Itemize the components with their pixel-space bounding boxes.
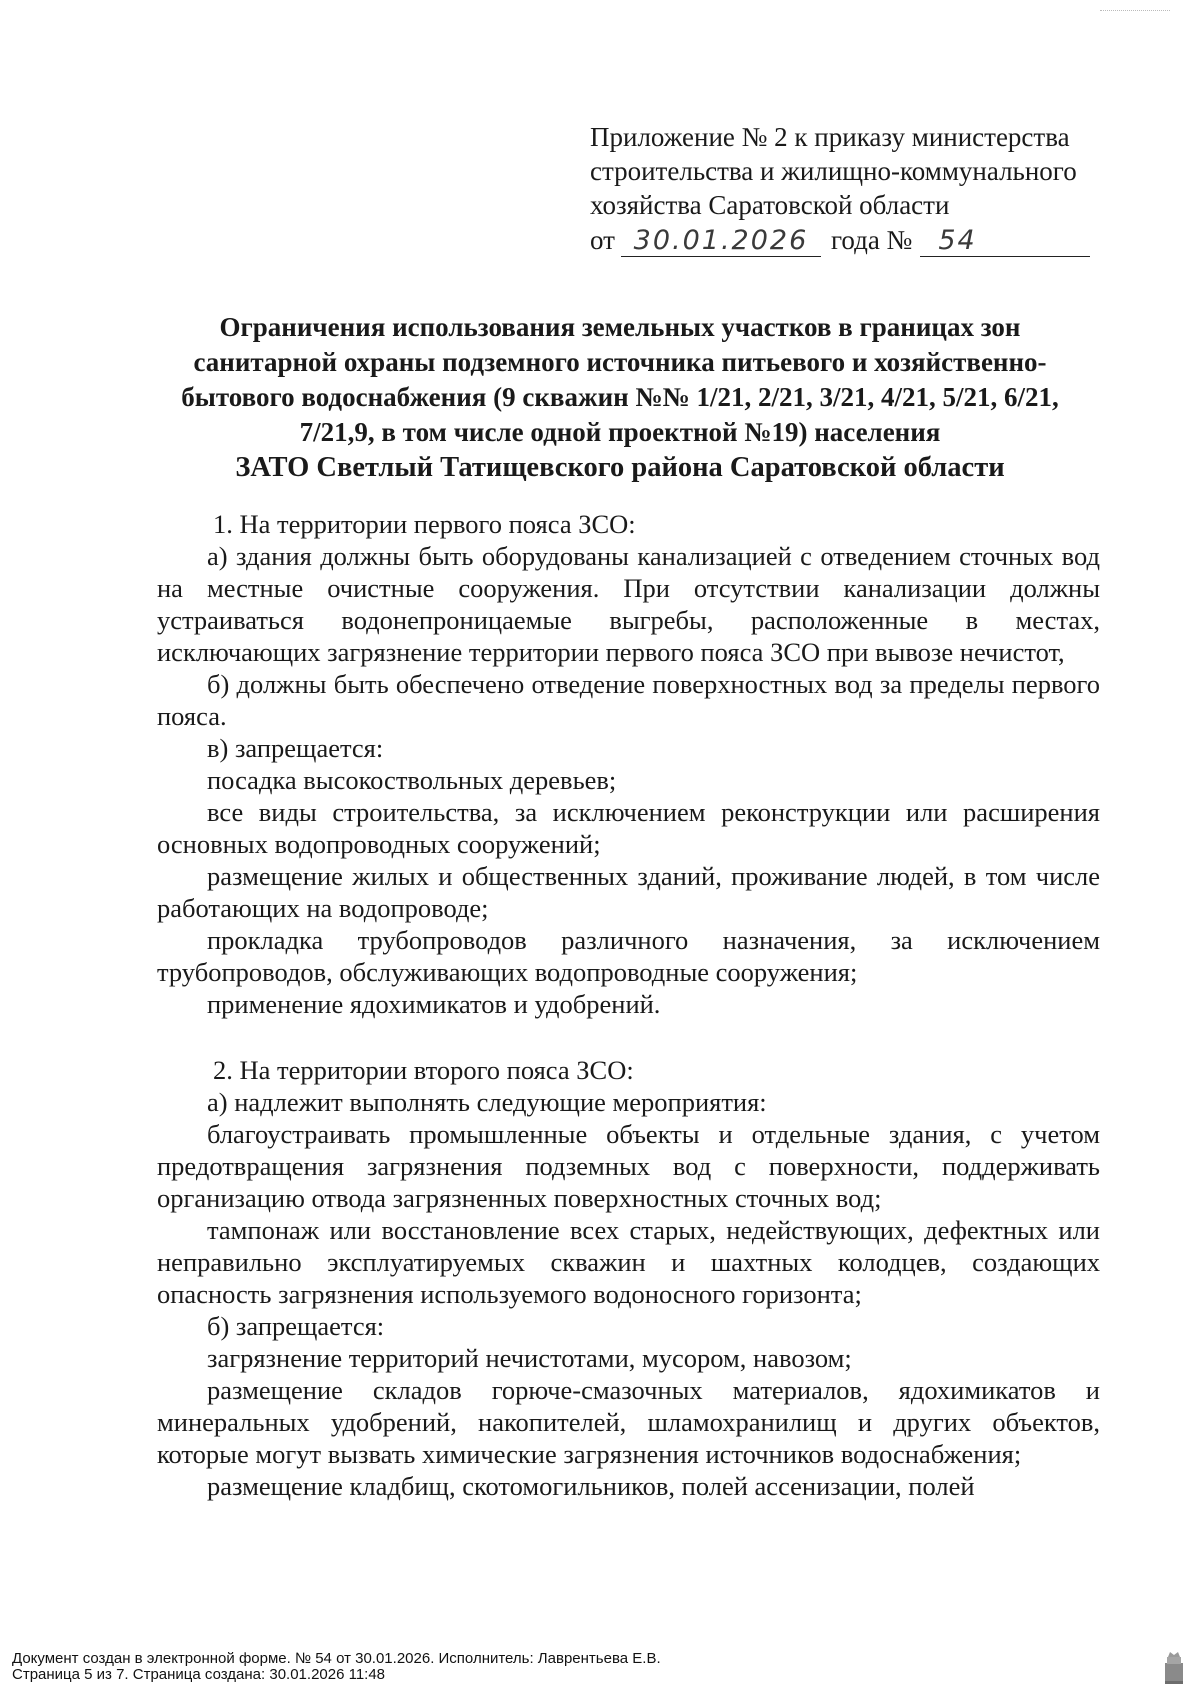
document-stamp-icon bbox=[1163, 1651, 1185, 1685]
paragraph: б) должны быть обеспечено отведение поверхностных вод за пределы первого пояса. bbox=[157, 669, 1100, 731]
paragraph: прокладка трубопроводов различного назначения, за исключением трубопроводов, обслуживающих водопроводные сооружения; bbox=[157, 925, 1100, 987]
electronic-document-footer bbox=[12, 1651, 661, 1683]
paragraph: в) запрещается: bbox=[207, 733, 384, 763]
section-heading: 1. На территории первого пояса ЗСО: bbox=[213, 509, 636, 539]
document-title bbox=[150, 310, 1090, 485]
paragraph: б) запрещается: bbox=[207, 1311, 385, 1341]
footer-line: Документ создан в электронной форме. № 54 от 30.01.2026. Исполнитель: Лаврентьева Е.В. bbox=[12, 1650, 661, 1667]
appendix-line: строительства и жилищно-коммунального bbox=[590, 156, 1077, 186]
paragraph: загрязнение территорий нечистотами, мусором, навозом; bbox=[207, 1343, 852, 1373]
footer-line: Страница 5 из 7. Страница создана: 30.01.2026 11:48 bbox=[12, 1666, 386, 1683]
appendix-line: Приложение № 2 к приказу министерства bbox=[590, 122, 1070, 152]
appendix-line: хозяйства Саратовской области bbox=[590, 190, 950, 220]
section-heading: 2. На территории второго пояса ЗСО: bbox=[213, 1055, 634, 1085]
date-prefix: от bbox=[590, 225, 615, 255]
title-line: Ограничения использования земельных участков в границах зон bbox=[219, 312, 1021, 342]
paragraph: благоустраивать промышленные объекты и отдельные здания, с учетом предотвращения загрязнения подземных вод с поверхности, поддерживать организацию отвода загрязненных поверхностных сточных вод; bbox=[157, 1119, 1100, 1213]
paragraph: тампонаж или восстановление всех старых, недействующих, дефектных или неправильно эксплуатируемых скважин и шахтных колодцев, создающих опасность загрязнения используемого водоносного горизонта; bbox=[157, 1215, 1100, 1309]
title-line: 7/21,9, в том числе одной проектной №19) населения bbox=[299, 417, 941, 447]
paragraph: все виды строительства, за исключением реконструкции или расширения основных водопроводных сооружений; bbox=[157, 797, 1100, 859]
paragraph: а) здания должны быть оборудованы канализацией с отведением сточных вод на местные очистные сооружения. При отсутствии канализации должны устраиваться водонепроницаемые выгребы, расположенные в местах, исключающих загрязнение территории первого пояса ЗСО при вывозе нечистот, bbox=[157, 541, 1100, 667]
title-line: ЗАТО Светлый Татищевского района Саратовской области bbox=[235, 452, 1005, 483]
paragraph: применение ядохимикатов и удобрений. bbox=[207, 989, 661, 1019]
paragraph: а) надлежит выполнять следующие мероприятия: bbox=[207, 1087, 767, 1117]
scan-artifact bbox=[1100, 10, 1170, 13]
title-line: бытового водоснабжения (9 скважин №№ 1/21, 2/21, 3/21, 4/21, 5/21, 6/21, bbox=[181, 382, 1059, 412]
document-body bbox=[157, 508, 1100, 1502]
appendix-header bbox=[590, 120, 1100, 257]
order-date-line bbox=[590, 223, 1100, 257]
paragraph: размещение кладбищ, скотомогильников, полей ассенизации, полей bbox=[207, 1471, 975, 1501]
paragraph: размещение жилых и общественных зданий, проживание людей, в том числе работающих на водопроводе; bbox=[157, 861, 1100, 923]
handwritten-date: 30.01.2026 bbox=[621, 226, 821, 257]
paragraph: размещение складов горюче-смазочных материалов, ядохимикатов и минеральных удобрений, накопителей, шламохранилищ и других объектов, которые могут вызвать химические загрязнения источников водоснабжения; bbox=[157, 1375, 1100, 1469]
paragraph: посадка высокоствольных деревьев; bbox=[207, 765, 617, 795]
handwritten-order-number: 54 bbox=[920, 226, 1090, 257]
year-number-label: года № bbox=[830, 225, 913, 255]
title-line: санитарной охраны подземного источника питьевого и хозяйственно- bbox=[193, 347, 1047, 377]
